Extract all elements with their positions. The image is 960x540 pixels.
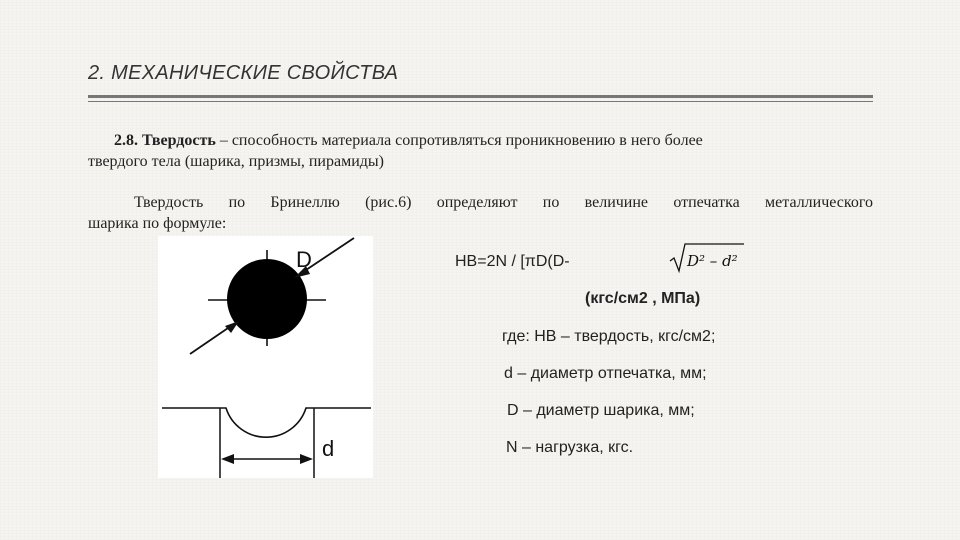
title-rule-thick — [88, 95, 873, 98]
sqrt-expression-text: D² – d² — [687, 252, 738, 270]
formula-units: (кгс/см2 , МПа) — [585, 290, 701, 307]
brinell-figure — [158, 236, 373, 478]
sqrt-expression-drawing — [668, 240, 746, 276]
definition-text-line2: твердого тела (шарика, призмы, пирамиды) — [88, 153, 384, 170]
legend-item: где: НВ – твердость, кгс/см2; — [502, 328, 716, 345]
imprint-diameter-label: d — [322, 436, 335, 461]
legend-item: D – диаметр шарика, мм; — [507, 402, 695, 419]
formula-main: HB=2N / [πD(D- — [455, 253, 570, 270]
definition-paragraph — [88, 130, 873, 172]
definition-text-line1: – способность материала сопротивляться проникновению в него более — [215, 132, 703, 149]
brinell-line1: Твердость по Бринеллю (рис.6) определяют по величине отпечатка металлического — [134, 194, 873, 211]
brinell-figure-drawing — [158, 236, 373, 478]
sqrt-expression — [668, 240, 746, 276]
title-rule-thin — [88, 101, 873, 102]
legend-item: d – диаметр отпечатка, мм; — [504, 365, 707, 382]
slide-title: 2. МЕХАНИЧЕСКИЕ СВОЙСТВА — [88, 62, 399, 84]
brinell-line2: шарика по формуле: — [88, 215, 227, 232]
brinell-paragraph — [88, 192, 873, 234]
ball-diameter-label: D — [296, 247, 312, 272]
definition-term: 2.8. Твердость — [114, 132, 216, 149]
legend-item: N – нагрузка, кгс. — [506, 439, 634, 456]
ball-circle — [227, 259, 307, 339]
